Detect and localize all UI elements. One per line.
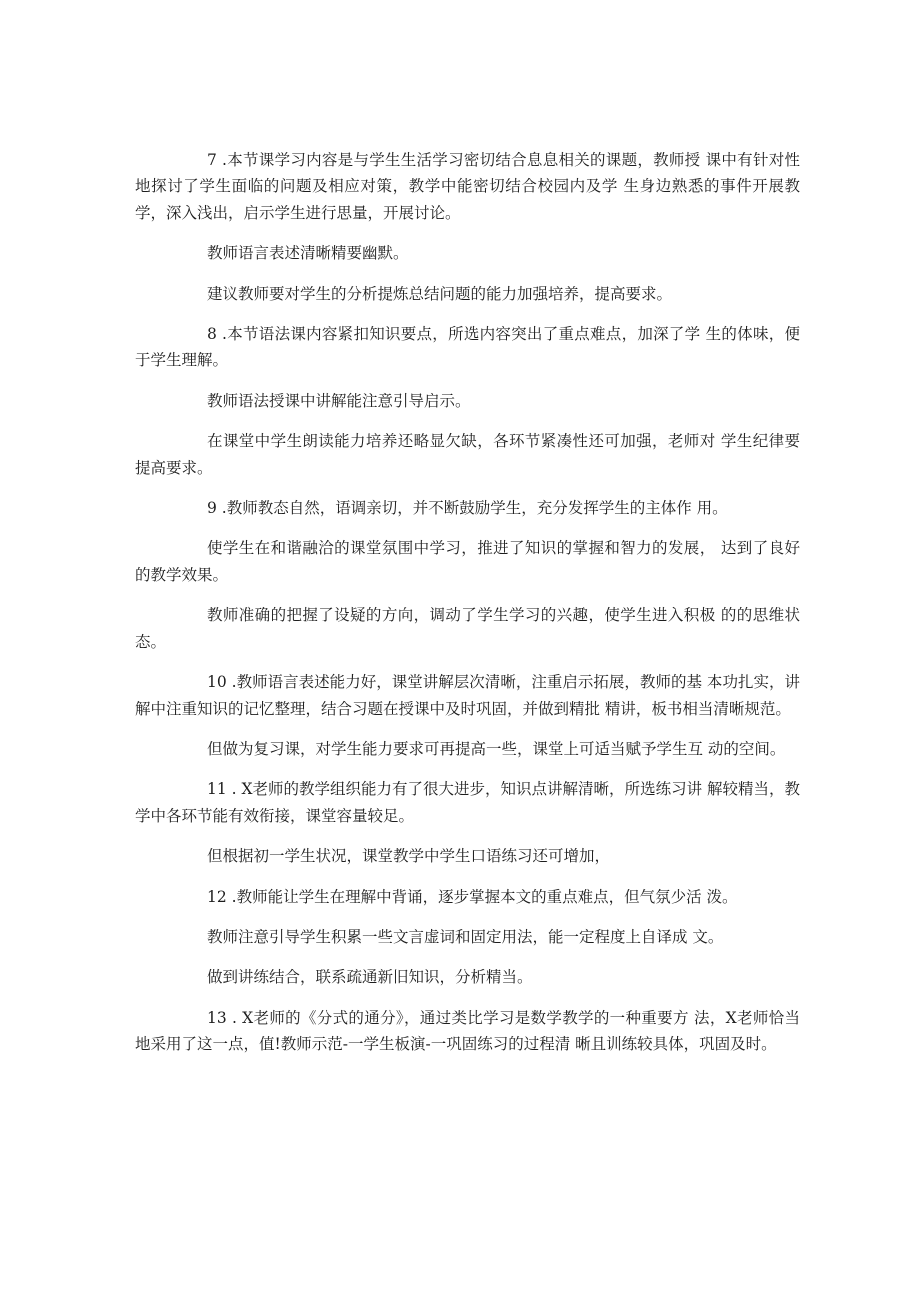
paragraph-7: 7 .本节课学习内容是与学生生活学习密切结合息息相关的课题，教师授 课中有针对性地探讨了学生面临的问题及相应对策，教学中能密切结合校园内及学 生身边熟悉的事件开展教学，深入浅出，启示学生进行思量，开展讨论。 (135, 151, 800, 222)
paragraph-9: 9 .教师教态自然，语调亲切，并不断鼓励学生，充分发挥学生的主体作 用。 (207, 499, 728, 518)
paragraph-11-note-1: 但根据初一学生状况，课堂教学中学生口语练习还可增加， (207, 847, 611, 866)
paragraph-12-note-2: 做到讲练结合，联系疏通新旧知识，分析精当。 (207, 968, 533, 987)
paragraph-9-note-1: 使学生在和谐融洽的课堂氛围中学习，推进了知识的掌握和智力的发展， 达到了良好的教学效果。 (135, 539, 800, 584)
paragraph-9-note-2: 教师准确的把握了设疑的方向，调动了学生学习的兴趣，使学生进入积极 的的思维状态。 (135, 606, 800, 651)
paragraph-7-note-1: 教师语言表述清晰精要幽默。 (207, 244, 409, 263)
paragraph-10-note-1: 但做为复习课，对学生能力要求可再提高一些，课堂上可适当赋予学生互 动的空间。 (207, 739, 786, 758)
document-body (135, 147, 800, 1072)
paragraph-12: 12 .教师能让学生在理解中背诵，逐步掌握本文的重点难点，但气氛少活 泼。 (207, 887, 738, 906)
paragraph-12-note-1: 教师注意引导学生积累一些文言虚词和固定用法，能一定程度上自译成 文。 (207, 927, 724, 946)
paragraph-7-note-2: 建议教师要对学生的分析提炼总结问题的能力加强培养，提高要求。 (207, 284, 673, 303)
paragraph-8-note-2: 在课堂中学生朗读能力培养还略显欠缺，各环节紧凑性还可加强，老师对 学生纪律要提高要求。 (135, 432, 800, 477)
paragraph-8: 8 .本节语法课内容紧扣知识要点，所选内容突出了重点难点，加深了学 生的体味，便于学生理解。 (135, 325, 800, 370)
paragraph-11: 11 . X老师的教学组织能力有了很大进步，知识点讲解清晰，所选练习讲 解较精当，教学中各环节能有效衔接，课堂容量较足。 (135, 780, 800, 825)
paragraph-13: 13 . X老师的《分式的通分》，通过类比学习是数学教学的一种重要方 法，X老师恰当地采用了这一点，值!教师示范-一学生板演-一巩固练习的过程清 晰且训练较具体，巩固及时。 (135, 1008, 800, 1054)
paragraph-10: 10 .教师语言表述能力好，课堂讲解层次清晰，注重启示拓展，教师的基 本功扎实，讲解中注重知识的记忆整理，结合习题在授课中及时巩固，并做到精批 精讲，板书相当清晰规范。 (135, 673, 800, 718)
paragraph-8-note-1: 教师语法授课中讲解能注意引导启示。 (207, 391, 471, 410)
